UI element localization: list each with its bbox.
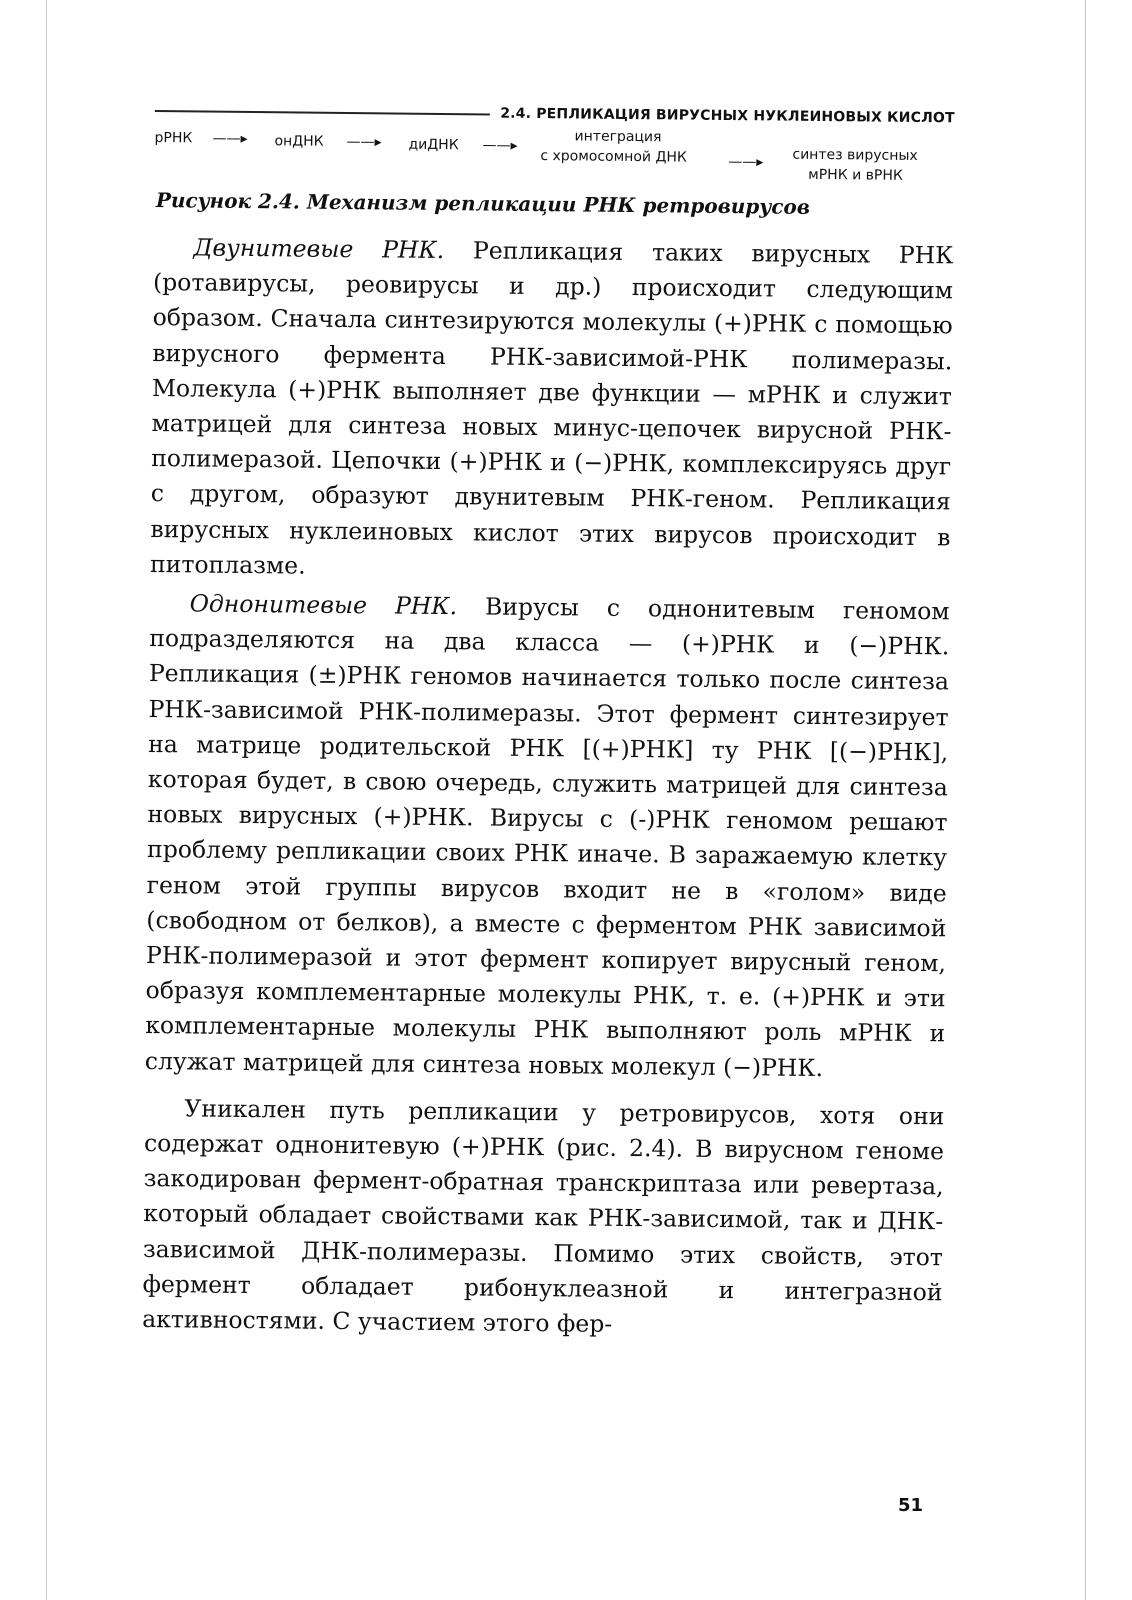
scheme-step-rrna: рРНК [154, 129, 193, 147]
paragraph-text: Вирусы с однонитевым геномом подразделяются на два класса — (+)РНК и (−)РНК. Репликация (±)РНК геномов начинается только после синтеза РНК-зависимой РНК-полимеразы. Этот фермент синтезирует на матрице родительской РНК [(+)РНК] ту РНК [(−)РНК], которая будет, в свою очередь, служить матрицей для синтеза новых вирусных (+)РНК. Вирусы с (-)РНК геномом решают проблему репликации своих РНК иначе. В заражаемую клетку геном этой группы вирусов входит не в «голом» виде (свободном от белков), а вместе с ферментом РНК зависимой РНК-полимеразой и этот фермент копирует вирусный геном, образуя комплементарные молекулы РНК, т. е. (+)РНК и эти комплементарные молекулы РНК выполняют роль мРНК и служат матрицей для синтеза новых молекул (−)РНК. [144, 592, 950, 1082]
paragraph-text: Уникален путь репликации у ретровирусов, хотя они содержат однонитевую (+)РНК (рис. 2.4). В вирусном геноме закодирован фермент-обратная транскриптаза или ревертаза, который обладает свойствами как РНК-зависимой, так и ДНК-зависимой ДНК-полимеразы. Помимо этих свойств, этот фермент обладает рибонуклеазной и интегразной активностями. С участием этого фер- [142, 1094, 945, 1338]
arrow-icon: ——▸ [346, 134, 382, 151]
paragraph-single-stranded [145, 586, 950, 1087]
header-rule [155, 110, 490, 116]
scheme-step-synthesis: синтез вирусных [792, 146, 918, 164]
arrow-icon: ——▸ [728, 154, 764, 171]
arrow-icon: ——▸ [212, 130, 248, 147]
paragraph-text: Репликация таких вирусных РНК (ротавирусы, реовирусы и др.) происходит следующим образом. Сначала синтезируются молекулы (+)РНК с помощью вирусного фермента РНК-зависимой-РНК полимеразы. Молекула (+)РНК выполняет две функции — мРНК и служит матрицей для синтеза новых минус-цепочек вирусной РНК-полимеразой. Цепочки (+)РНК и (−)РНК, комплексируясь друг с другом, образуют двунитевым РНК-геном. Репликация вирусных нуклеиновых кислот этих вирусов происходит в питоплазме. [149, 236, 954, 580]
scheme-step-chromosomal-dna: с хромосомной ДНК [540, 148, 687, 166]
scheme-step-ondnk: онДНК [274, 133, 324, 150]
page-content [142, 96, 955, 1346]
replication-scheme [154, 118, 955, 194]
scheme-step-didnk: диДНК [408, 136, 459, 154]
figure-caption: Рисунок 2.4. Механизм репликации РНК ретровирусов [155, 188, 811, 219]
page-number: 51 [898, 1495, 924, 1516]
paragraph-lead: Двунитевые РНК. [193, 233, 445, 265]
arrow-icon: ——▸ [482, 137, 518, 154]
paragraph-double-stranded [150, 230, 954, 590]
paragraph-retroviruses [142, 1091, 945, 1346]
scheme-step-mrna-vrna: мРНК и вРНК [808, 166, 903, 184]
paragraph-lead: Однонитевые РНК. [189, 589, 458, 621]
scheme-step-integration: интеграция [574, 128, 662, 146]
running-title: 2.4. РЕПЛИКАЦИЯ ВИРУСНЫХ НУКЛЕИНОВЫХ КИСЛОТ [500, 105, 955, 127]
